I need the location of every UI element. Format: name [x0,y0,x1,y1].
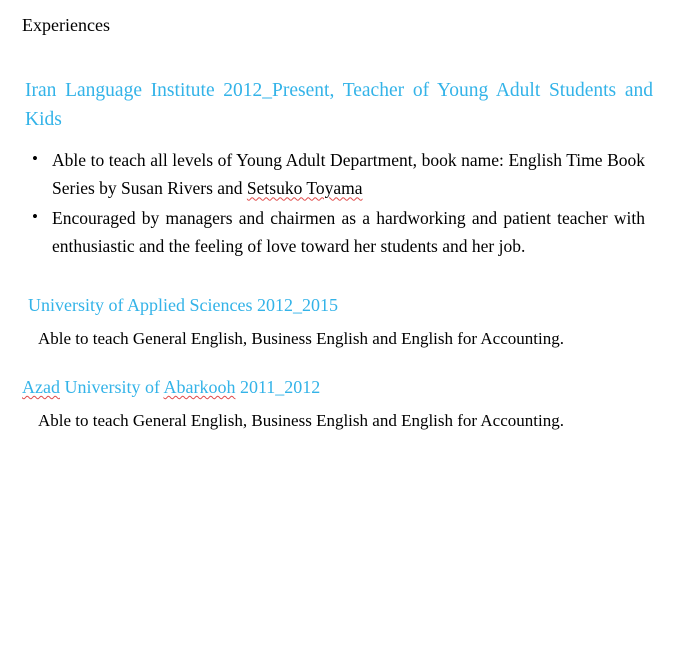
page-title: Experiences [22,15,110,35]
job-heading-university-of-applied-sciences: University of Applied Sciences 2012_2015 [28,295,338,316]
job-bullet-list [22,146,645,260]
bullet-text-pre: Able to teach all levels of Young Adult Department, book name: English Time Book Series by Susan Rivers and [52,149,645,199]
job-heading-misspelled-azad: Azad [22,376,60,397]
job-heading-mid-2: 2011_2012 [235,376,321,397]
bullet-text-pre: Encouraged by managers and chairmen as a hardworking and patient teacher with enthusiastic and the feeling of love toward her students and her job. [52,207,645,256]
job-heading-mid-1: University of [59,376,164,397]
job-heading-iran-language-institute: Iran Language Institute 2012_Present, Teacher of Young Adult Students and Kids [25,80,653,130]
job-body-azad-university: Able to teach General English, Business English and English for Accounting. [38,410,564,430]
job-heading-misspelled-abarkooh: Abarkooh [163,376,236,397]
document-page [0,14,675,648]
job-body-university-of-applied-sciences: Able to teach General English, Business English and English for Accounting. [38,329,564,349]
job-heading-azad-university [22,374,653,400]
bullet-text-misspelled: Setsuko Toyama [246,178,363,199]
list-item [52,204,645,261]
list-item [52,146,645,203]
